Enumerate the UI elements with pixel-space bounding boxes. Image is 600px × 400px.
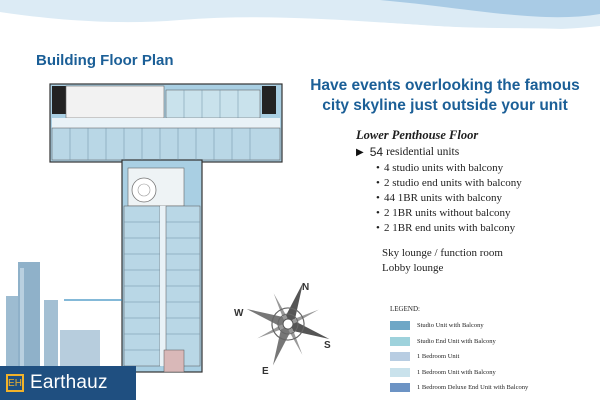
legend-label: 1 Bedroom Deluxe End Unit with Balcony [417,384,529,392]
units-label: residential units [386,146,460,158]
house-logo-icon: EH [6,374,24,392]
legend-swatch [390,368,410,377]
legend-label: Studio Unit with Balcony [417,322,484,330]
page-heading: Building Floor Plan [36,52,174,69]
units-summary [356,145,596,160]
floor-title: Lower Penthouse Floor [356,128,479,142]
compass-s: S [324,340,331,351]
legend-swatch [390,383,410,392]
compass-e: E [262,366,269,377]
legend-label: 1 Bedroom Unit [417,353,460,361]
headline [290,76,600,116]
compass-w: W [234,308,244,319]
list-item: • 44 1BR units with balcony [384,191,596,206]
legend [390,305,600,396]
plan-top-wing [50,84,282,162]
arrow-right-icon: ▶ [356,147,364,158]
list-item: • 4 studio units with balcony [384,161,596,176]
units-count: 54 [369,145,384,159]
amenities [356,246,596,276]
compass-n: N [302,282,310,293]
floor-details [356,128,596,276]
legend-swatch [390,352,410,361]
amenity-item: Lobby lounge [382,262,444,274]
amenity-item: Sky lounge / function room [382,247,503,259]
legend-label: Studio End Unit with Balcony [417,337,496,345]
legend-item [390,334,600,350]
brand-name: Earthauz [30,372,108,393]
headline-line-2: city skyline just outside your unit [322,97,568,114]
legend-item [390,318,600,334]
skyline-illustration [6,262,100,370]
legend-label: 1 Bedroom Unit with Balcony [417,368,496,376]
list-item: • 2 1BR end units with balcony [384,221,596,236]
list-item: • 2 studio end units with balcony [384,176,596,191]
legend-swatch [390,321,410,330]
unit-breakdown-list [356,161,596,236]
legend-item [390,365,600,381]
legend-item [390,349,600,365]
legend-item [390,380,600,396]
legend-title: LEGEND: [390,305,420,313]
list-item: • 2 1BR units without balcony [384,206,596,221]
compass-rose [230,278,340,378]
legend-swatch [390,337,410,346]
headline-line-1: Have events overlooking the famous [310,77,580,94]
brand-logo[interactable] [0,366,136,400]
